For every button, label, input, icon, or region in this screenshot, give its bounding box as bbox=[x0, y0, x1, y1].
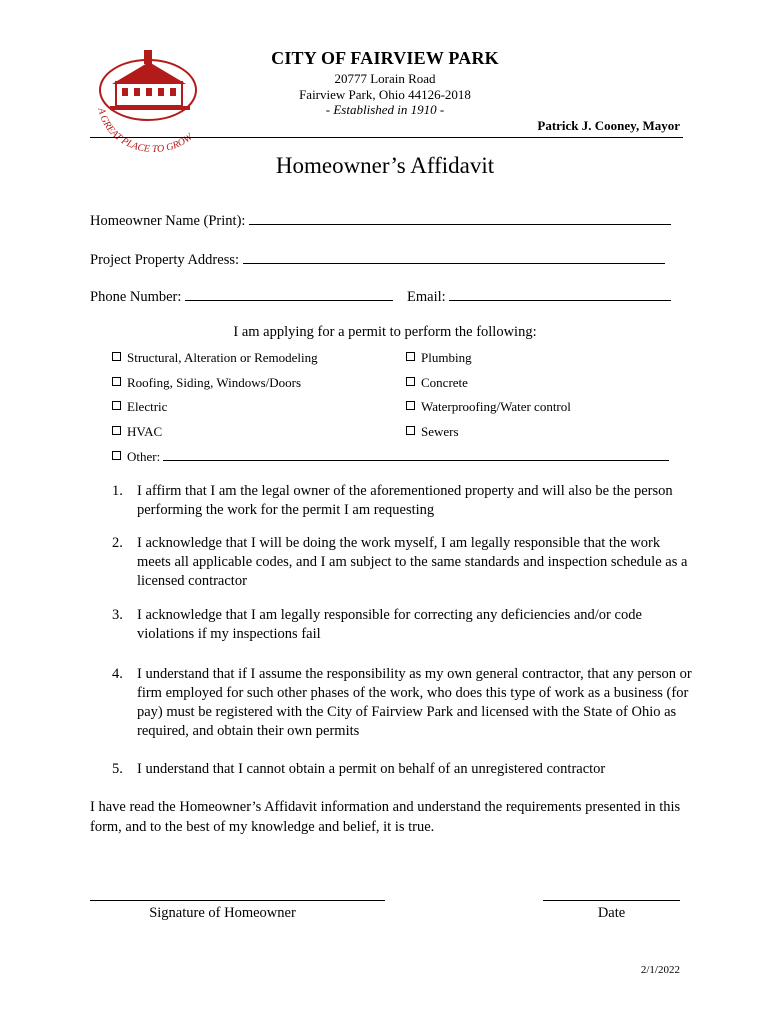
option-label: Plumbing bbox=[421, 350, 472, 365]
established-line: - Established in 1910 - bbox=[325, 102, 445, 117]
affirmation-statement: I have read the Homeowner’s Affidavit information and understand the requirements presented in this form, and to the best of my knowledge and belief, it is true. bbox=[90, 799, 681, 835]
checkbox[interactable] bbox=[112, 426, 121, 435]
date-label: Date bbox=[597, 905, 626, 921]
item-number: 5. bbox=[112, 761, 123, 777]
checkbox[interactable] bbox=[406, 426, 415, 435]
property-address-input[interactable] bbox=[243, 250, 665, 264]
email-field bbox=[407, 287, 671, 306]
homeowner-name-input[interactable] bbox=[249, 211, 671, 225]
mayor-name: Patrick J. Cooney, Mayor bbox=[537, 118, 680, 133]
item-number: 2. bbox=[112, 535, 123, 551]
option-roofing[interactable] bbox=[112, 375, 301, 391]
item-text: I affirm that I am the legal owner of the aforementioned property and will also be the person performing the work for the permit I am requesting bbox=[137, 483, 673, 518]
option-other[interactable] bbox=[112, 449, 669, 465]
option-label: Structural, Alteration or Remodeling bbox=[127, 350, 318, 365]
option-label: HVAC bbox=[127, 424, 163, 439]
item-text: I acknowledge that I am legally responsible for correcting any deficiencies and/or code violations if my inspections fail bbox=[137, 607, 642, 642]
homeowner-name-field bbox=[90, 211, 671, 230]
option-label: Roofing, Siding, Windows/Doors bbox=[127, 375, 302, 390]
item-text: I understand that I cannot obtain a permit on behalf of an unregistered contractor bbox=[137, 761, 606, 777]
checkbox[interactable] bbox=[406, 352, 415, 361]
header-divider bbox=[90, 137, 683, 138]
option-structural[interactable] bbox=[112, 350, 318, 366]
email-label: Email: bbox=[407, 289, 446, 305]
checkbox[interactable] bbox=[112, 352, 121, 361]
property-address-label: Project Property Address: bbox=[90, 252, 240, 268]
option-electric[interactable] bbox=[112, 399, 167, 415]
checkbox[interactable] bbox=[112, 377, 121, 386]
item-text: I understand that if I assume the responsibility as my own general contractor, that any person or firm employed for such other phases of the work, who does this type of work as a business (for pay) must be registered with the City of Fairview Park and licensed with the State of Ohio as required, and obtain their own permits bbox=[137, 666, 692, 739]
phone-input[interactable] bbox=[185, 287, 393, 301]
checkbox[interactable] bbox=[406, 377, 415, 386]
option-sewers[interactable] bbox=[406, 424, 459, 440]
item-number: 4. bbox=[112, 666, 123, 682]
signature-line[interactable] bbox=[90, 900, 385, 901]
other-input[interactable] bbox=[163, 451, 669, 461]
list-item bbox=[112, 482, 692, 520]
address-line-1: 20777 Lorain Road bbox=[334, 71, 436, 86]
checkbox[interactable] bbox=[112, 451, 121, 460]
list-item bbox=[112, 534, 692, 591]
option-label: Waterproofing/Water control bbox=[421, 399, 571, 414]
homeowner-name-label: Homeowner Name (Print): bbox=[90, 213, 246, 229]
item-text: I acknowledge that I will be doing the work myself, I am legally responsible that the work meets all applicable codes, and I am subject to the same standards and inspection schedule as a licensed contractor bbox=[137, 535, 688, 589]
option-label: Concrete bbox=[421, 375, 468, 390]
list-item bbox=[112, 665, 692, 741]
logo-slogan: A GREAT PLACE TO GROW bbox=[95, 106, 195, 156]
permit-intro: I am applying for a permit to perform the following: bbox=[233, 324, 537, 340]
date-line[interactable] bbox=[543, 900, 680, 901]
page-title: Homeowner’s Affidavit bbox=[275, 153, 495, 178]
option-label: Electric bbox=[127, 399, 168, 414]
item-number: 3. bbox=[112, 607, 123, 623]
option-label: Sewers bbox=[421, 424, 459, 439]
list-item bbox=[112, 606, 692, 644]
phone-field bbox=[90, 287, 393, 306]
city-name: CITY OF FAIRVIEW PARK bbox=[271, 48, 499, 68]
checkbox[interactable] bbox=[406, 401, 415, 410]
property-address-field bbox=[90, 250, 665, 269]
option-waterproofing[interactable] bbox=[406, 399, 571, 415]
option-concrete[interactable] bbox=[406, 375, 468, 391]
signature-label: Signature of Homeowner bbox=[149, 905, 296, 921]
option-label: Other: bbox=[127, 449, 161, 464]
phone-label: Phone Number: bbox=[90, 289, 182, 305]
checkbox[interactable] bbox=[112, 401, 121, 410]
email-input[interactable] bbox=[449, 287, 671, 301]
item-number: 1. bbox=[112, 483, 123, 499]
option-hvac[interactable] bbox=[112, 424, 162, 440]
address-line-2: Fairview Park, Ohio 44126-2018 bbox=[299, 87, 471, 102]
footer-date: 2/1/2022 bbox=[640, 964, 680, 976]
option-plumbing[interactable] bbox=[406, 350, 472, 366]
list-item bbox=[112, 760, 692, 779]
